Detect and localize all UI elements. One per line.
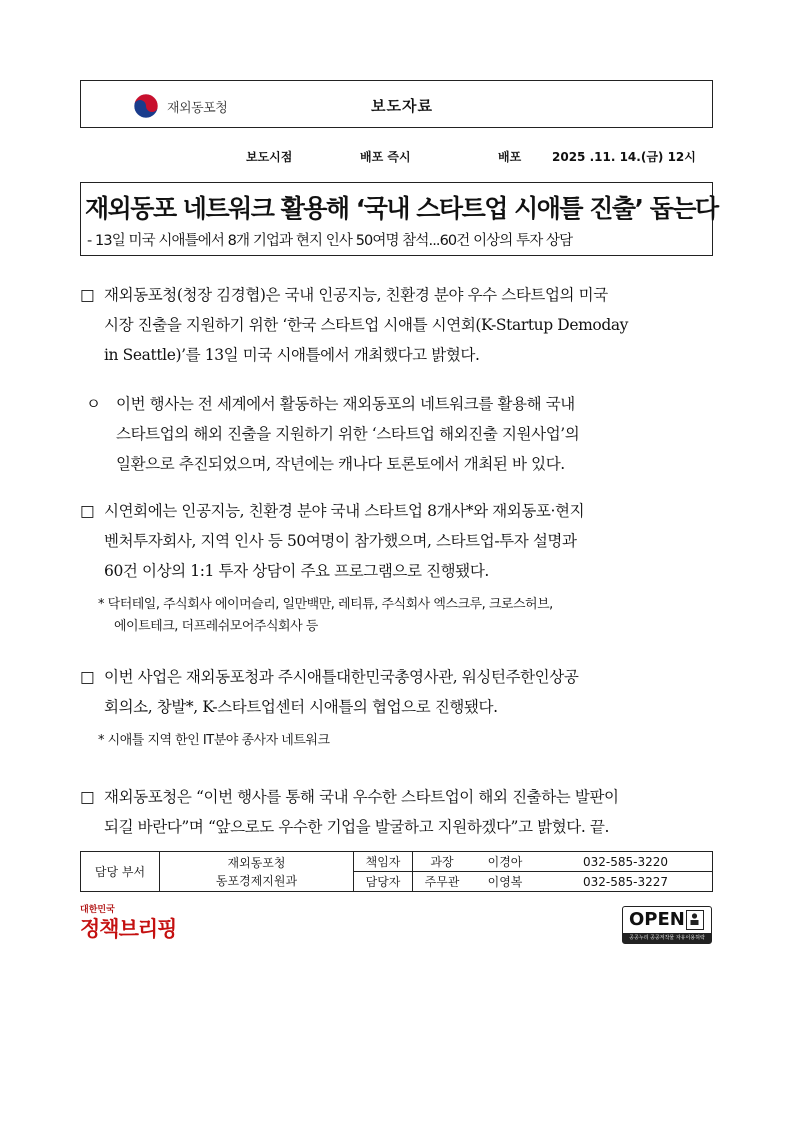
paragraph-line: 스타트업의 해외 진출을 지원하기 위한 ‘스타트업 해외진출 지원사업’의 <box>116 425 580 443</box>
square-bullet: □ <box>80 502 95 520</box>
briefing-logo-small: 대한민국 <box>80 905 115 915</box>
paragraph-line: 재외동포청은 “이번 행사를 통해 국내 우수한 스타트업이 해외 진출하는 발판이 <box>104 788 619 806</box>
circle-bullet: ㅇ <box>86 395 101 413</box>
title-cell: 과장 <box>413 852 472 872</box>
headline-title: 재외동포 네트워크 활용해 ‘국내 스타트업 시애틀 진출’ 돕는다 <box>85 194 718 223</box>
contact-table <box>80 851 713 892</box>
headline-subtitle: - 13일 미국 시애틀에서 8개 기업과 현지 인사 50여명 참석...60건 이상의 투자 상담 <box>87 233 573 249</box>
name-cell: 이경아 <box>471 852 539 872</box>
table-row <box>81 852 713 872</box>
agency-logo-text: 재외동포청 <box>167 100 228 116</box>
paragraph-line: 회의소, 창발*, K-스타트업센터 시애틀의 협업으로 진행됐다. <box>104 698 498 716</box>
dept-name <box>160 852 354 892</box>
role-cell: 책임자 <box>354 852 413 872</box>
paragraph-line: in Seattle)’를 13일 미국 시애틀에서 개최했다고 밝혔다. <box>104 346 480 364</box>
header-box <box>80 80 713 128</box>
open-license-caption: 공공누리 공공저작물 자유이용허락 <box>629 935 705 941</box>
paragraph-line: 재외동포청(청장 김경협)은 국내 인공지능, 친환경 분야 우수 스타트업의 미국 <box>104 286 608 304</box>
briefing-logo-text: 정책브리핑 <box>80 917 177 941</box>
policy-briefing-logo <box>80 902 176 943</box>
phone-cell: 032-585-3227 <box>539 872 713 892</box>
paragraph-line: 시장 진출을 지원하기 위한 ‘한국 스타트업 시애틀 시연회(K-Startup Demoday <box>104 316 629 334</box>
footnote-line: * 닥터테일, 주식회사 에이머슬리, 일만백만, 레티튜, 주식회사 엑스크루, 크로스허브, <box>98 597 553 612</box>
taegeuk-logo-icon <box>133 93 159 119</box>
paragraph-line: 벤처투자회사, 지역 인사 등 50여명이 참가했으며, 스타트업-투자 설명과 <box>104 532 577 550</box>
paragraph-4 <box>80 782 720 842</box>
open-license-badge <box>622 906 712 944</box>
document-type: 보도자료 <box>371 97 433 115</box>
open-license-caption-bar <box>623 933 711 943</box>
distribution-value: 2025 .11. 14.(금) 12시 <box>552 150 696 164</box>
headline-box <box>80 182 718 256</box>
paragraph-1-sub <box>86 389 726 479</box>
paragraph-1 <box>80 280 720 370</box>
footnote-line: 에이트테크, 더프레쉬모어주식회사 등 <box>114 619 318 634</box>
title-cell: 주무관 <box>413 872 472 892</box>
distribution-label: 배포 <box>498 150 522 164</box>
footnote-3 <box>98 730 330 752</box>
paragraph-line: 시연회에는 인공지능, 친환경 분야 국내 스타트업 8개사*와 재외동포·현지 <box>104 502 585 520</box>
dept-line: 재외동포청 <box>227 855 286 870</box>
dept-line: 동포경제지원과 <box>215 873 298 888</box>
paragraph-2 <box>80 496 720 586</box>
footnote-line: * 시애틀 지역 한인 IT분야 종사자 네트워크 <box>98 733 330 748</box>
dept-label: 담당 부서 <box>81 852 160 892</box>
paragraph-line: 60건 이상의 1:1 투자 상담이 주요 프로그램으로 진행됐다. <box>104 562 489 580</box>
agency-logo <box>133 93 227 119</box>
paragraph-line: 일환으로 추진되었으며, 작년에는 캐나다 토론토에서 개최된 바 있다. <box>116 455 565 473</box>
name-cell: 이영복 <box>471 872 539 892</box>
square-bullet: □ <box>80 788 95 806</box>
phone-cell: 032-585-3220 <box>539 852 713 872</box>
paragraph-line: 이번 사업은 재외동포청과 주시애틀대한민국총영사관, 워싱턴주한인상공 <box>104 668 579 686</box>
paragraph-3 <box>80 662 720 722</box>
square-bullet: □ <box>80 286 95 304</box>
paragraph-line: 이번 행사는 전 세계에서 활동하는 재외동포의 네트워크를 활용해 국내 <box>116 395 575 413</box>
role-cell: 담당자 <box>354 872 413 892</box>
release-time-value: 배포 즉시 <box>360 150 411 164</box>
person-icon <box>686 910 704 930</box>
open-license-text: OPEN <box>629 909 685 930</box>
paragraph-line: 되길 바란다”며 “앞으로도 우수한 기업을 발굴하고 지원하겠다”고 밝혔다. 끝. <box>104 818 610 836</box>
release-time-label: 보도시점 <box>246 150 293 164</box>
footnote-2 <box>98 594 553 638</box>
square-bullet: □ <box>80 668 95 686</box>
